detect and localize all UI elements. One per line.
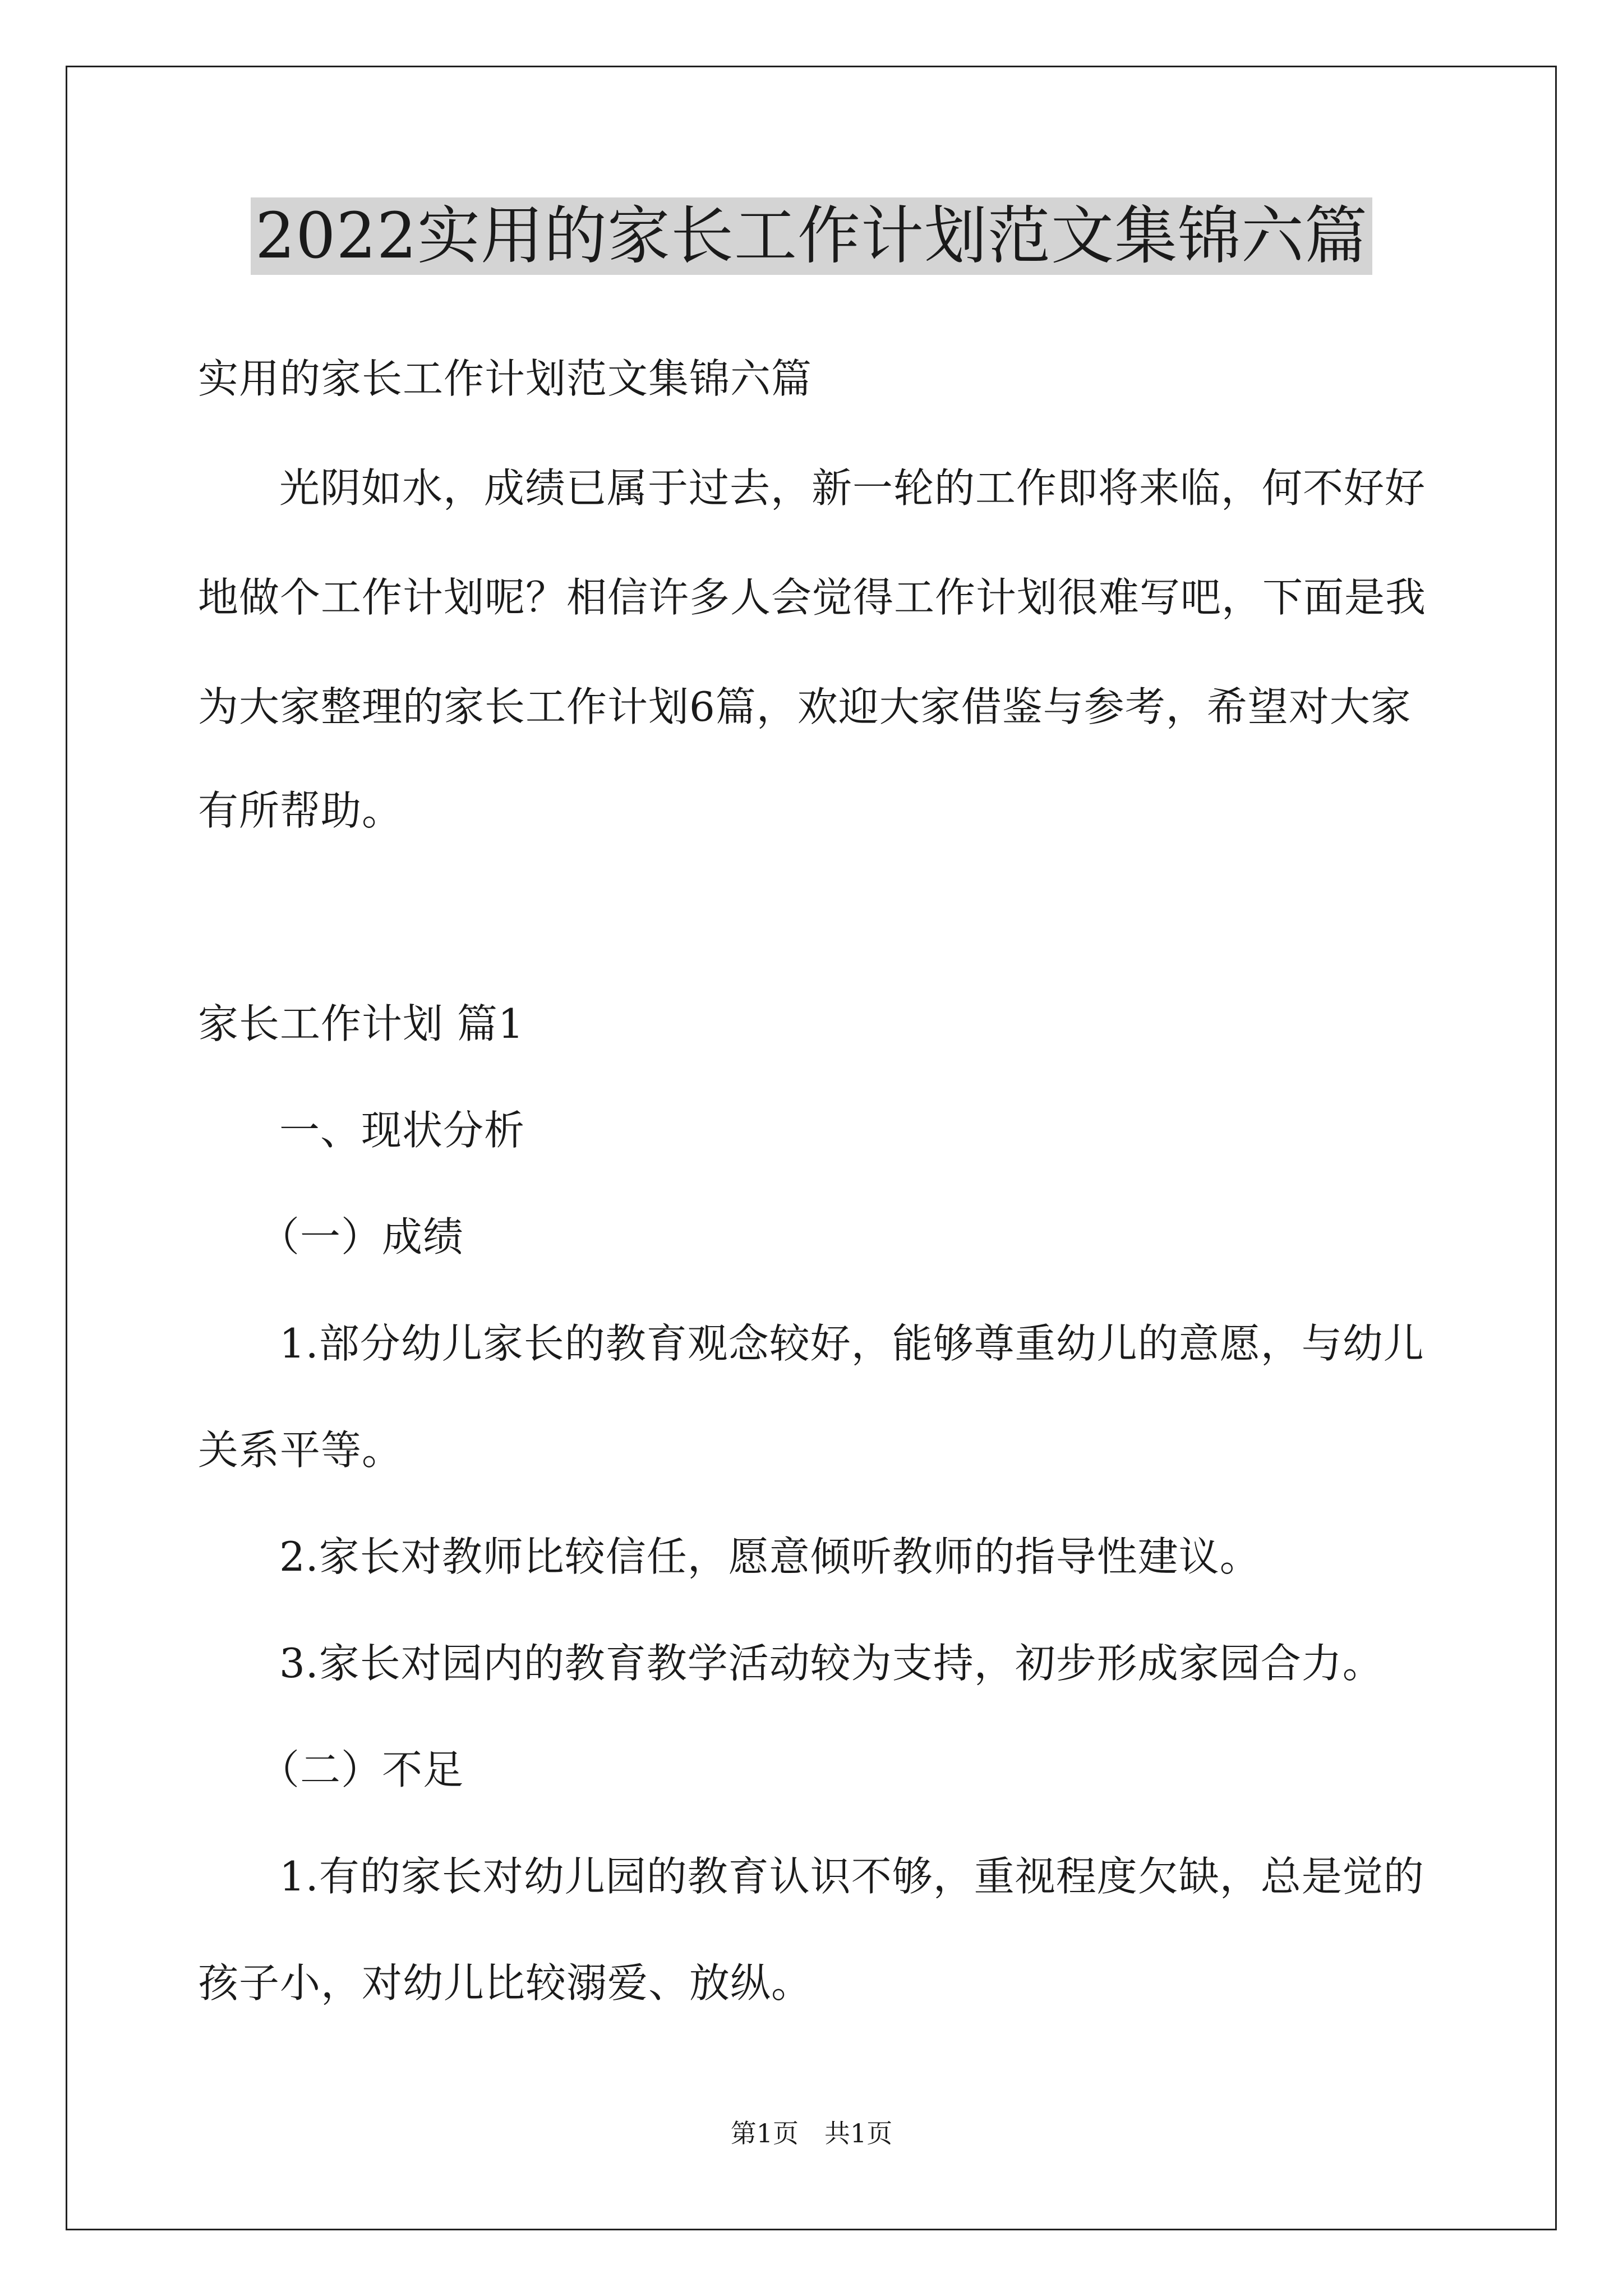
paragraph-line: 光阴如水，成绩已属于过去，新一轮的工作即将来临，何不好好 xyxy=(279,464,1426,512)
title-container xyxy=(0,197,1623,275)
subtitle-line: 实用的家长工作计划范文集锦六篇 xyxy=(198,355,813,402)
list-item-line: 2.家长对教师比较信任，愿意倾听教师的指导性建议。 xyxy=(279,1533,1261,1580)
page-footer: 第1页 共1页 xyxy=(730,2118,893,2148)
list-item-line: 1.部分幼儿家长的教育观念较好，能够尊重幼儿的意愿，与幼儿 xyxy=(279,1320,1424,1367)
document-title: 2022实用的家长工作计划范文集锦六篇 xyxy=(251,197,1372,275)
subsection-heading: （二）不足 xyxy=(259,1746,464,1793)
list-item-line: 1.有的家长对幼儿园的教育认识不够，重视程度欠缺，总是觉的 xyxy=(279,1853,1424,1900)
paragraph-line: 有所帮助。 xyxy=(198,787,403,834)
paragraph-line: 为大家整理的家长工作计划6篇，欢迎大家借鉴与参考，希望对大家 xyxy=(198,683,1412,730)
subsection-heading: （一）成绩 xyxy=(259,1213,464,1260)
subsection-heading: 一、现状分析 xyxy=(279,1107,525,1154)
section-heading: 家长工作计划 篇1 xyxy=(198,1000,524,1047)
paragraph-line: 地做个工作计划呢？相信许多人会觉得工作计划很难写吧，下面是我 xyxy=(198,574,1427,621)
list-item-line: 3.家长对园内的教育教学活动较为支持，初步形成家园合力。 xyxy=(279,1640,1384,1687)
list-item-line: 关系平等。 xyxy=(198,1427,403,1474)
list-item-line: 孩子小，对幼儿比较溺爱、放纵。 xyxy=(198,1959,813,2007)
